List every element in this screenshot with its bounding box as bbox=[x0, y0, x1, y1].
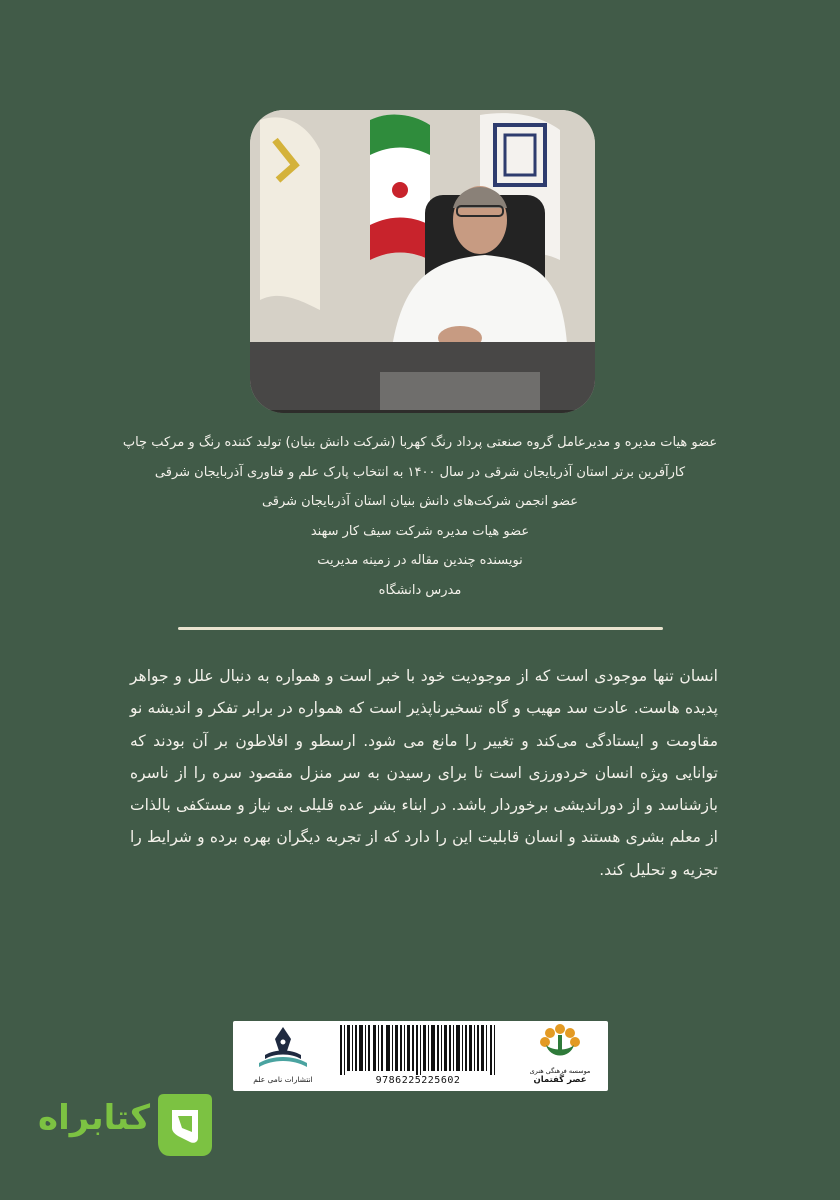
bio-line-4: عضو هیات مدیره شرکت سیف کار سهند bbox=[310, 523, 530, 539]
bio-line-5: نویسنده چندین مقاله در زمینه مدیریت bbox=[317, 553, 523, 568]
bio-line-1: عضو هیات مدیره و مدیرعامل گروه صنعتی پرداد رنگ کهربا (شرکت دانش بنیان) تولید کننده رنگ و مرکب چاپ bbox=[122, 435, 718, 450]
publisher-name-left: انتشارات نامی علم bbox=[253, 1075, 313, 1084]
description-paragraph: انسان تنها موجودی است که از موجودیت خود با خبر است و همواره به دنبال علل و جواهر پدیده هاست. عادت سد مهیب و گاه تسخیرناپذیر است که همواره در برابر تفکر و اندیشه نو مقاومت و ایستادگی می‌کند و تغییر را مانع می شود. ارسطو و افلاطون بر آن بودند که توانایی ویژه انسان خردورزی است تا برای رسیدن به سر منزل مقصود سره را از ناسره بازشناسد و از دوراندیشی برخوردار باشد. در ابناء بشر عده قلیلی بی نیاز و مستکفی بالذات از معلم بشری هستند و انسان قابلیت این را دارد که از تجربه دیگران بهره برده و شرایط را تجزیه و تحلیل کند. bbox=[130, 667, 718, 879]
author-photo bbox=[250, 110, 595, 413]
divider bbox=[178, 627, 663, 630]
isbn-number: 9786225225602 bbox=[375, 1075, 461, 1086]
brand-name: کتابراه bbox=[38, 1098, 151, 1138]
publisher-subtitle-right: موسسه فرهنگی هنری bbox=[529, 1067, 591, 1075]
bio-line-6: مدرس دانشگاه bbox=[378, 582, 462, 598]
ketabrah-book-icon bbox=[154, 1090, 214, 1160]
publisher-logo-left bbox=[245, 1025, 321, 1087]
publisher-pen-icon bbox=[245, 1025, 321, 1071]
bio-line-3: عضو انجمن شرکت‌های دانش بنیان استان آذربایجان شرقی bbox=[261, 494, 579, 509]
author-bio bbox=[60, 428, 780, 605]
ketabrah-logo bbox=[38, 1090, 213, 1160]
barcode-icon bbox=[338, 1025, 498, 1075]
barcode-panel bbox=[233, 1021, 608, 1091]
publisher-name-right: عصر گفتمان bbox=[533, 1075, 587, 1085]
flower-emblem-icon bbox=[520, 1023, 600, 1063]
publisher-logo-right bbox=[520, 1023, 600, 1089]
bio-line-2: کارآفرین برتر استان آذربایجان شرقی در سال ۱۴۰۰ به انتخاب پارک علم و فناوری آذربایجان شرقی bbox=[154, 464, 686, 480]
